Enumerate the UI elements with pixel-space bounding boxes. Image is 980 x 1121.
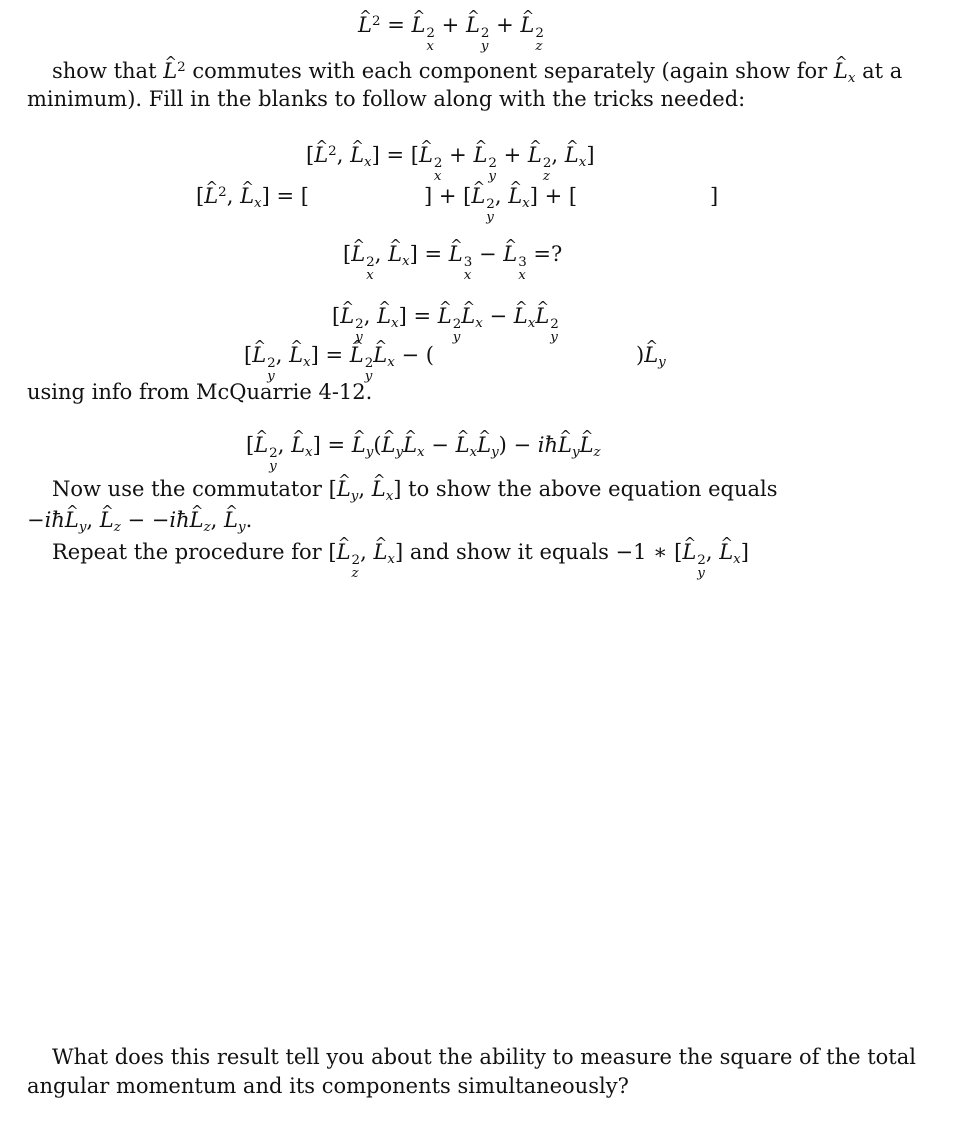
intro-text-line-1: show that ^ $L^2$ commutes with each component separately (again show for ^ $L_x$ at a [52, 57, 902, 85]
intro-text-line-2: minimum). Fill in the blanks to follow along with the tricks needed: [27, 87, 746, 111]
equation-commutator-blanks-lhs: [^ $L^2$, ^ $L_x$] = [ [196, 183, 309, 209]
mcquarrie-note: using info from McQuarrie 4-12. [27, 380, 373, 404]
equation-ly-squared-result: [^ L 2 y , ^ $L_x$] = ^ $L_y(\^{}$ $L_y\^{}$ $L_x$ − ^ $L_x\^{}$ $L_y$) − iħ^ $L_y\^{}$ $L_z$ [246, 432, 601, 473]
equation-commutator-blanks-mid: ] + [^ L 2 y , ^ $L_x$] + [ [424, 183, 577, 224]
equation-lx-cubed: [^ L 2 x , ^ $L_x$] = ^ L 3 x − ^ L 3 x =? [343, 241, 562, 282]
equation-total-angular-momentum: ^ $L^2$ = ^ L 2 x + ^ L 2 y + ^ L 2 z [358, 12, 544, 53]
question-line-1: What does this result tell you about the ability to measure the square of the total [52, 1045, 916, 1069]
commutator-instruction-line-2: −iħ^ $L_y$, ^ $L_z$ − −iħ^ $L_z$, ^ $L_y$. [27, 506, 252, 534]
equation-ly-squared-expand: [^ L 2 y , ^ $L_x$] = ^ L 2 y ^ $L_x$ − ^ $L_x\^{}$ L 2 y [332, 303, 559, 344]
commutator-instruction-line-1: Now use the commutator [^ $L_y$, ^ $L_x$] to show the above equation equals [52, 475, 777, 503]
equation-ly-squared-blank-end: )^ $L_y$ [636, 342, 666, 368]
equation-commutator-expand: [^ $L^2$, ^ $L_x$] = [^ L 2 x + ^ L 2 y + ^ L 2 z , ^ $L_x$] [306, 142, 595, 183]
equation-ly-squared-blank: [^ L 2 y , ^ $L_x$] = ^ L 2 y ^ $L_x$ − ( [244, 342, 434, 383]
repeat-procedure-instruction: Repeat the procedure for [^ L 2 z , ^ $L_x$] and show it equals −1 ∗ [^ L 2 y , ^ $L_x$] [52, 538, 749, 580]
equation-commutator-blanks-end: ] [710, 184, 719, 208]
question-line-2: angular momentum and its components simultaneously? [27, 1074, 629, 1098]
